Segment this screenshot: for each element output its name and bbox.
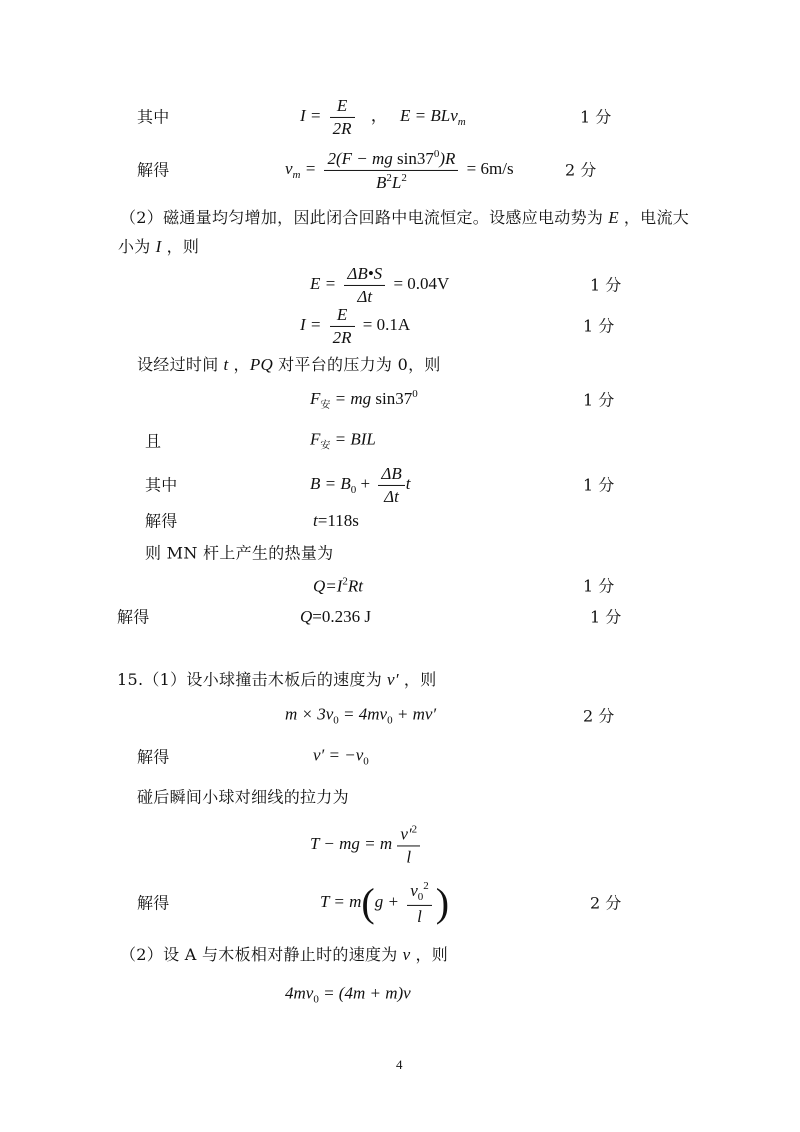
formula-result: = 0.04V — [393, 273, 450, 293]
paragraph-text: ，则 — [415, 944, 449, 964]
superscript: 2 — [411, 823, 418, 836]
line14-score: 1 分 — [590, 607, 622, 627]
formula-operator: + — [360, 473, 371, 493]
fraction — [344, 264, 385, 306]
line14-label: 解得 — [117, 607, 150, 627]
formula-text: 4mv — [285, 983, 314, 1003]
line2-formula — [285, 148, 514, 192]
formula-text: sin37 — [375, 389, 413, 408]
formula-text: E = BLv — [400, 105, 458, 125]
formula-text: T − mg = m — [310, 833, 393, 853]
fraction-numerator: ΔB•S — [344, 264, 385, 286]
subscript: 0 — [363, 755, 369, 768]
formula-text: F — [310, 389, 321, 408]
superscript: 0 — [433, 147, 440, 160]
formula-text: t — [405, 473, 411, 493]
variable: v′ — [387, 669, 399, 689]
paragraph-text: 设经过时间 — [137, 354, 219, 374]
paragraph-line — [120, 208, 689, 228]
variable: PQ — [249, 354, 274, 374]
fraction — [378, 464, 404, 506]
line13-formula — [313, 575, 363, 596]
subscript: 安 — [320, 440, 331, 452]
paragraph-line: 碰后瞬间小球对细线的拉力为 — [137, 787, 349, 807]
formula-text: = mg — [334, 389, 372, 408]
variable: E — [608, 207, 619, 227]
numerator-text: v′ — [400, 824, 412, 844]
paragraph-text: 对平台的压力为 0，则 — [278, 354, 441, 374]
line1-formula — [300, 96, 466, 138]
question-heading — [117, 670, 437, 690]
numerator-text: v — [410, 880, 418, 900]
line10-formula — [310, 464, 410, 506]
superscript: 2 — [401, 171, 407, 184]
denominator-text: B — [376, 172, 387, 192]
numerator-text: sin37 — [397, 148, 434, 168]
variable: t — [223, 354, 229, 374]
fraction-denominator: 2R — [332, 327, 352, 347]
line10-label: 其中 — [145, 475, 178, 495]
line9-formula — [310, 430, 376, 453]
formula-text: v — [285, 158, 293, 178]
line17-label: 解得 — [137, 747, 170, 767]
subscript: 0 — [417, 890, 424, 903]
formula-text: T = m — [320, 891, 362, 911]
formula-text: Q=I — [313, 576, 343, 596]
formula-text: B = B — [310, 473, 351, 493]
formula-separator: ， — [370, 105, 388, 125]
formula-text: I = — [300, 105, 322, 125]
fraction-denominator: Δt — [357, 286, 373, 306]
fraction-numerator: ΔB — [378, 464, 404, 486]
variable: v — [402, 944, 411, 964]
fraction-denominator: l — [406, 847, 412, 866]
line8-score: 1 分 — [583, 390, 615, 410]
formula-result: = 6m/s — [466, 158, 514, 178]
formula-text: F — [310, 429, 321, 449]
line16-formula — [285, 704, 436, 727]
line8-formula — [310, 388, 418, 412]
paragraph-line — [120, 945, 448, 965]
formula-text: = BIL — [334, 429, 376, 449]
line6-formula — [300, 305, 410, 347]
paragraph-text: ， — [233, 354, 250, 374]
formula-text: Q — [300, 606, 313, 626]
line11-formula — [313, 511, 359, 531]
line11-label: 解得 — [145, 511, 178, 531]
line5-formula — [310, 264, 449, 306]
fraction-numerator: E — [330, 96, 355, 118]
line1-label: 其中 — [137, 107, 170, 127]
subscript: 安 — [320, 400, 331, 411]
fraction-numerator — [397, 823, 420, 846]
page-number: 4 — [396, 1057, 403, 1073]
paragraph-text: （2）磁通量均匀增加，因此闭合回路中电流恒定。设感应电动势为 — [120, 207, 604, 227]
subscript: 0 — [350, 483, 357, 496]
left-parenthesis: ( — [361, 880, 375, 925]
line20-formula — [320, 880, 449, 926]
formula-text: = (4m + m)v — [323, 983, 411, 1003]
fraction-numerator: E — [330, 305, 355, 327]
formula-text: = 4mv — [343, 704, 388, 724]
formula-text: I = — [300, 314, 322, 334]
fraction-denominator — [324, 171, 458, 193]
numerator-text: )R — [439, 148, 456, 168]
formula-text: E = — [310, 273, 337, 293]
line16-score: 2 分 — [583, 706, 615, 726]
formula-text: Rt — [347, 576, 364, 596]
fraction — [407, 880, 432, 926]
right-parenthesis: ) — [435, 880, 450, 925]
fraction-denominator: Δt — [384, 486, 399, 506]
fraction-denominator: l — [417, 906, 422, 926]
paragraph-line — [118, 237, 199, 257]
paragraph-text: 小为 — [118, 236, 151, 256]
fraction-numerator — [324, 148, 458, 171]
paragraph-line: 则 MN 杆上产生的热量为 — [145, 543, 334, 563]
subscript: 0 — [387, 714, 393, 727]
paragraph-line — [137, 355, 441, 375]
formula-text: v′ = −v — [313, 745, 364, 765]
paragraph-text: 15.（1）设小球撞击木板后的速度为 — [117, 669, 383, 689]
fraction — [324, 148, 458, 192]
paragraph-text: ，则 — [403, 669, 437, 689]
line22-formula — [285, 983, 411, 1006]
subscript: 0 — [333, 714, 339, 727]
numerator-text: 2(F − mg — [327, 148, 393, 168]
superscript: 2 — [423, 879, 429, 892]
line2-score: 2 分 — [565, 160, 597, 180]
line19-formula — [310, 823, 424, 866]
superscript: 2 — [386, 171, 392, 184]
formula-text: t — [313, 510, 318, 530]
formula-text: m × 3v — [285, 704, 334, 724]
line20-score: 2 分 — [590, 893, 622, 913]
superscript: 2 — [342, 575, 348, 588]
paragraph-text: （2）设 A 与木板相对静止时的速度为 — [120, 944, 398, 964]
line9-label: 且 — [145, 431, 162, 451]
line5-score: 1 分 — [590, 275, 622, 295]
paragraph-text: ，则 — [166, 236, 200, 256]
subscript: m — [457, 115, 466, 128]
variable: I — [155, 236, 162, 256]
line13-score: 1 分 — [583, 576, 615, 596]
line2-label: 解得 — [137, 160, 170, 180]
subscript: 0 — [313, 993, 319, 1006]
line6-score: 1 分 — [583, 316, 615, 336]
superscript: 0 — [412, 388, 418, 400]
fraction-numerator — [407, 880, 432, 906]
formula-result: =0.236 J — [312, 606, 371, 626]
line14-formula — [300, 607, 371, 627]
fraction — [330, 96, 355, 138]
denominator-text: L — [391, 172, 402, 192]
line1-score: 1 分 — [580, 107, 612, 127]
formula-text: g + — [374, 891, 399, 911]
formula-equals: = — [304, 158, 317, 178]
paragraph-text: ，电流大 — [623, 207, 690, 227]
line10-score: 1 分 — [583, 475, 615, 495]
formula-result: = 0.1A — [362, 314, 411, 334]
formula-text: + mv′ — [396, 704, 437, 724]
fraction-denominator: 2R — [332, 118, 352, 138]
line20-label: 解得 — [137, 893, 170, 913]
subscript: m — [292, 168, 301, 181]
line17-formula — [313, 745, 369, 768]
fraction — [330, 305, 355, 347]
formula-result: =118s — [317, 510, 359, 530]
fraction — [397, 823, 420, 866]
